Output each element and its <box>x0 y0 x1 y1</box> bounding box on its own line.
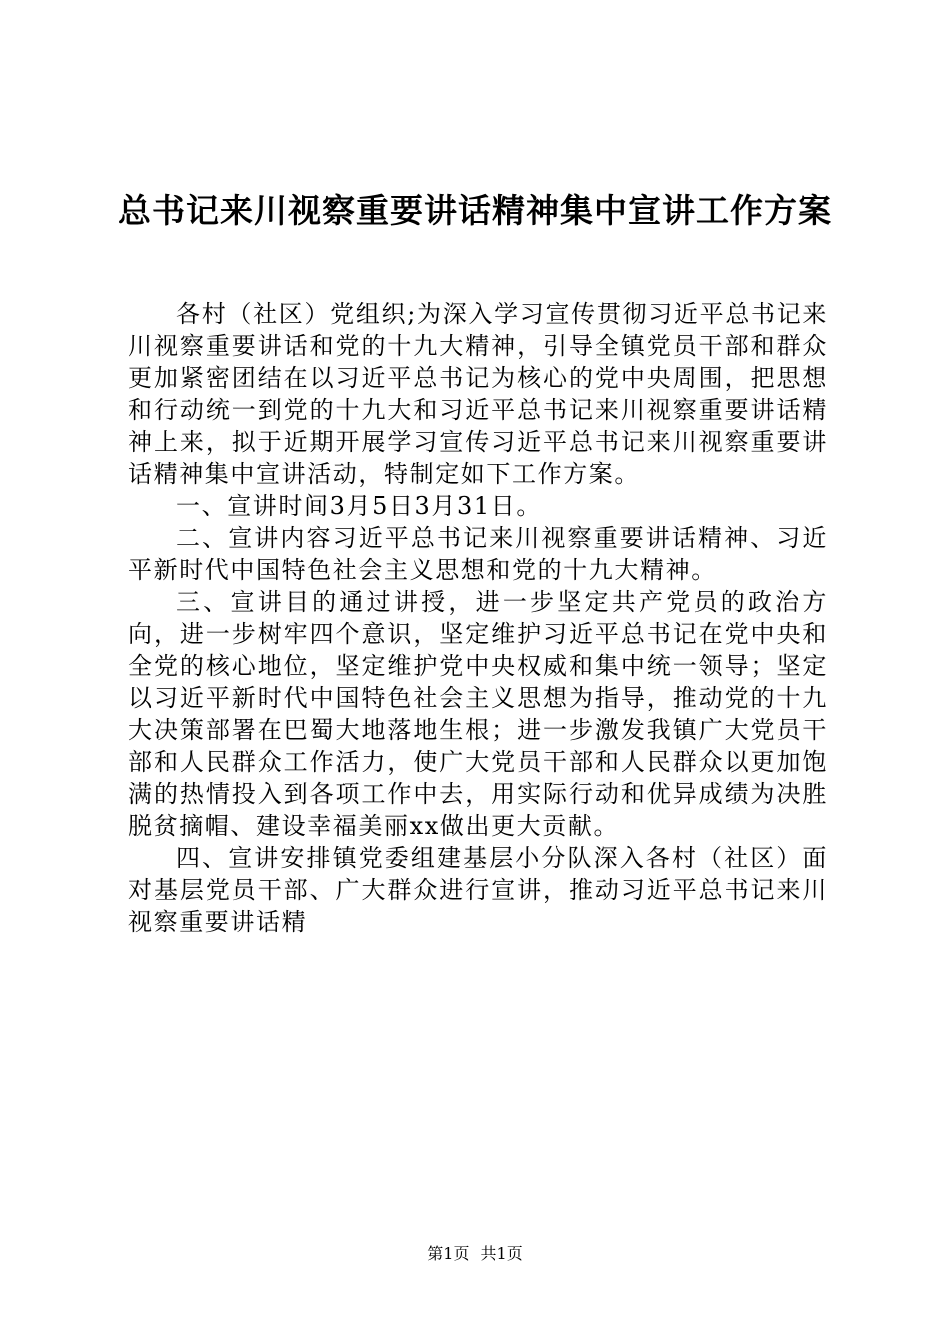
paragraph-intro: 各村（社区）党组织;为深入学习宣传贯彻习近平总书记来川视察重要讲话和党的十九大精神，引导全镇党员干部和群众更加紧密团结在以习近平总书记为核心的党中央周围，把思想和行动统一到党的十九大和习近平总书记来川视察重要讲话精神上来，拟于近期开展学习宣传习近平总书记来川视察重要讲话精神集中宣讲活动，特制定如下工作方案。 <box>128 300 828 488</box>
paragraph-section-3: 三、宣讲目的通过讲授，进一步坚定共产党员的政治方向，进一步树牢四个意识，坚定维护习近平总书记在党中央和全党的核心地位，坚定维护党中央权威和集中统一领导；坚定以习近平新时代中国特色社会主义思想为指导，推动党的十九大决策部署在巴蜀大地落地生根；进一步激发我镇广大党员干部和人民群众工作活力，使广大党员干部和人民群众以更加饱满的热情投入到各项工作中去，用实际行动和优异成绩为决胜脱贫摘帽、建设幸福美丽xx做出更大贡献。 <box>128 588 828 840</box>
document-title: 总书记来川视察重要讲话精神集中宣讲工作方案 <box>118 191 832 230</box>
document-body <box>128 298 828 938</box>
paragraph-section-1: 一、宣讲时间3月5日3月31日。 <box>176 492 542 520</box>
page-number: 第1页 <box>427 1244 470 1263</box>
paragraph-section-4: 四、宣讲安排镇党委组建基层小分队深入各村（社区）面对基层党员干部、广大群众进行宣讲，推动习近平总书记来川视察重要讲话精 <box>128 844 828 936</box>
paragraph-section-2: 二、宣讲内容习近平总书记来川视察重要讲话精神、习近平新时代中国特色社会主义思想和党的十九大精神。 <box>128 524 828 584</box>
page-total: 共1页 <box>480 1244 523 1263</box>
page-footer <box>0 1244 950 1264</box>
